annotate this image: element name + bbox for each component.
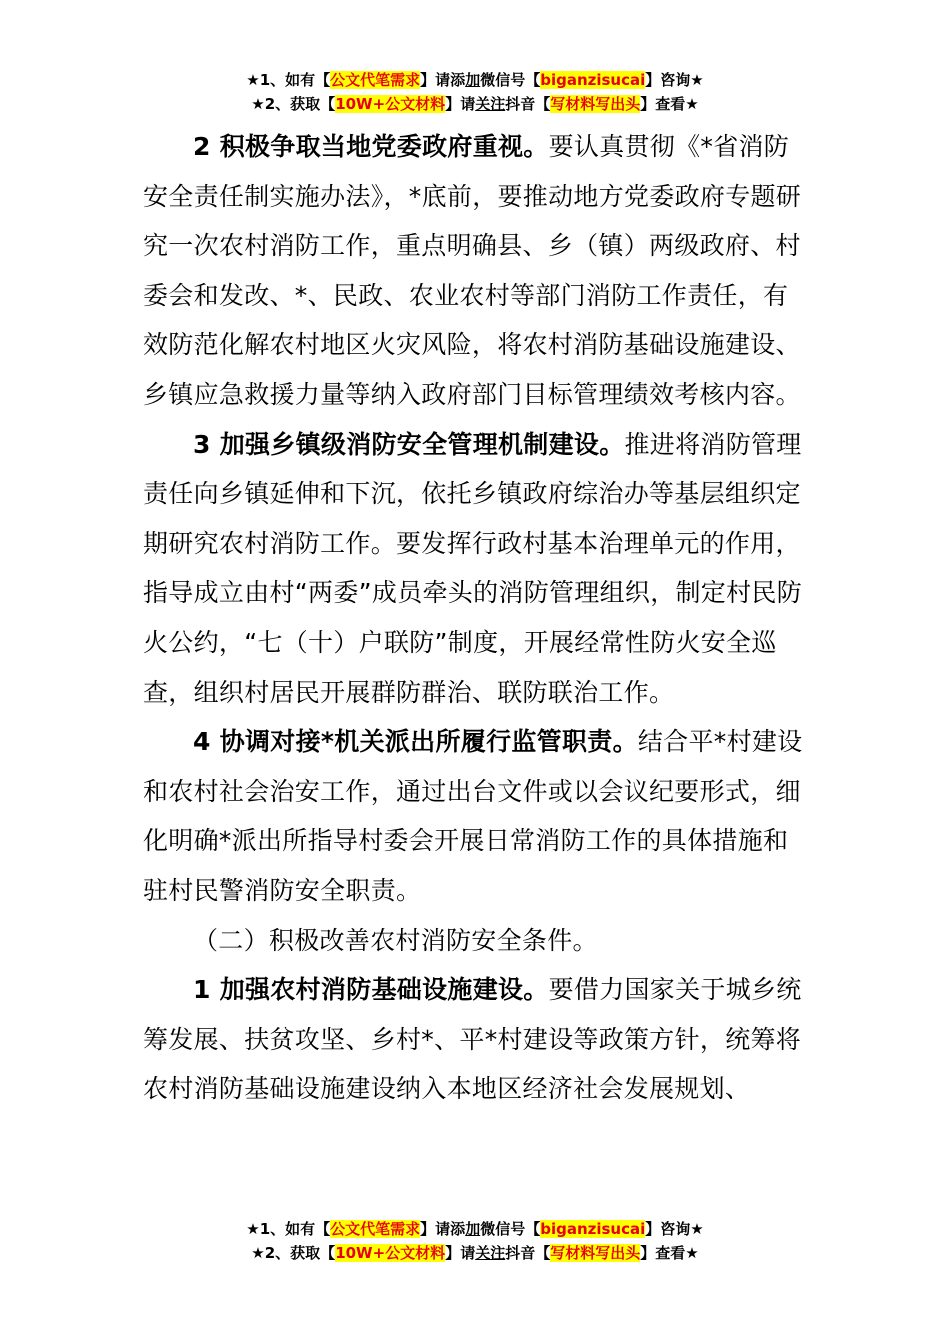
banner-highlight: 10W+公文材料 <box>335 1244 446 1262</box>
paragraph-text: 要借力国家关于城乡统筹发展、扶贫攻坚、乡村*、平*村建设等政策方针，统筹将农村消防基础设施建设纳入本地区经济社会发展规划、 <box>143 975 802 1104</box>
document-body <box>143 122 807 1114</box>
banner-highlight: 写材料写出头 <box>550 95 641 113</box>
paragraph <box>143 420 807 718</box>
paragraph-heading: 2 积极争取当地党委政府重视。 <box>193 132 549 161</box>
banner-text: 】查看★ <box>640 95 699 113</box>
paragraph-heading: 3 加强乡镇级消防安全管理机制建设。 <box>193 429 625 459</box>
banner-text: ★2、获取【 <box>251 95 336 113</box>
paragraph <box>143 122 807 420</box>
banner-line-2 <box>0 92 950 116</box>
banner-text: 】请 <box>445 95 476 113</box>
banner-text: 微信号【 <box>480 71 541 89</box>
banner-underline: 加 <box>465 1220 481 1238</box>
banner-underline: 加 <box>465 71 481 89</box>
banner-underline: 关注 <box>475 1244 506 1262</box>
banner-text: 】请 <box>445 1244 476 1262</box>
banner-text: 】查看★ <box>640 1244 699 1262</box>
banner-text: 】请添 <box>420 1220 466 1238</box>
paragraph-heading: 4 协调对接*机关派出所履行监管职责。 <box>193 727 638 757</box>
banner-text: ★1、如有【 <box>246 1220 331 1238</box>
banner-text: 】咨询★ <box>645 71 704 89</box>
banner-text: 】请添 <box>420 71 466 89</box>
banner-line-2 <box>0 1241 950 1265</box>
banner-highlight: 10W+公文材料 <box>335 95 446 113</box>
footer-banner <box>0 1217 950 1265</box>
paragraph <box>143 965 807 1114</box>
header-banner <box>0 68 950 116</box>
banner-text: ★2、获取【 <box>251 1244 336 1262</box>
banner-text: 抖音【 <box>505 1244 551 1262</box>
paragraph-text: 推进将消防管理责任向乡镇延伸和下沉，依托乡镇政府综治办等基层组织定期研究农村消防工作。要发挥行政村基本治理单元的作用，指导成立由村“两委”成员牵头的消防管理组织，制定村民防火公约，“七（十）户联防”制度，开展经常性防火安全巡查，组织村居民开展群防群治、联防联治工作。 <box>143 429 803 707</box>
banner-text: 】咨询★ <box>645 1220 704 1238</box>
banner-underline: 关注 <box>475 95 506 113</box>
banner-highlight: 公文代笔需求 <box>330 1220 421 1238</box>
paragraph-text: 结合平*村建设和农村社会治安工作，通过出台文件或以会议纪要形式，细化明确*派出所指导村委会开展日常消防工作的具体措施和驻村民警消防安全职责。 <box>143 727 803 905</box>
paragraph-text: 要认真贯彻《*省消防安全责任制实施办法》，*底前，要推动地方党委政府专题研究一次农村消防工作，重点明确县、乡（镇）两级政府、村委会和发改、*、民政、农业农村等部门消防工作责任，有效防范化解农村地区火灾风险，将农村消防基础设施建设、乡镇应急救援力量等纳入政府部门目标管理绩效考核内容。 <box>143 132 802 409</box>
section-heading-text: （二）积极改善农村消防安全条件。 <box>193 925 598 955</box>
paragraph-heading: 1 加强农村消防基础设施建设。 <box>193 975 549 1005</box>
banner-text: 抖音【 <box>505 95 551 113</box>
banner-highlight: 公文代笔需求 <box>330 71 421 89</box>
banner-text: 微信号【 <box>480 1220 541 1238</box>
banner-highlight: 写材料写出头 <box>550 1244 641 1262</box>
banner-line-1 <box>0 68 950 92</box>
banner-highlight: biganzisucai <box>540 71 646 89</box>
section-heading <box>143 916 807 966</box>
banner-text: ★1、如有【 <box>246 71 331 89</box>
banner-highlight: biganzisucai <box>540 1220 646 1238</box>
banner-line-1 <box>0 1217 950 1241</box>
paragraph <box>143 717 807 915</box>
